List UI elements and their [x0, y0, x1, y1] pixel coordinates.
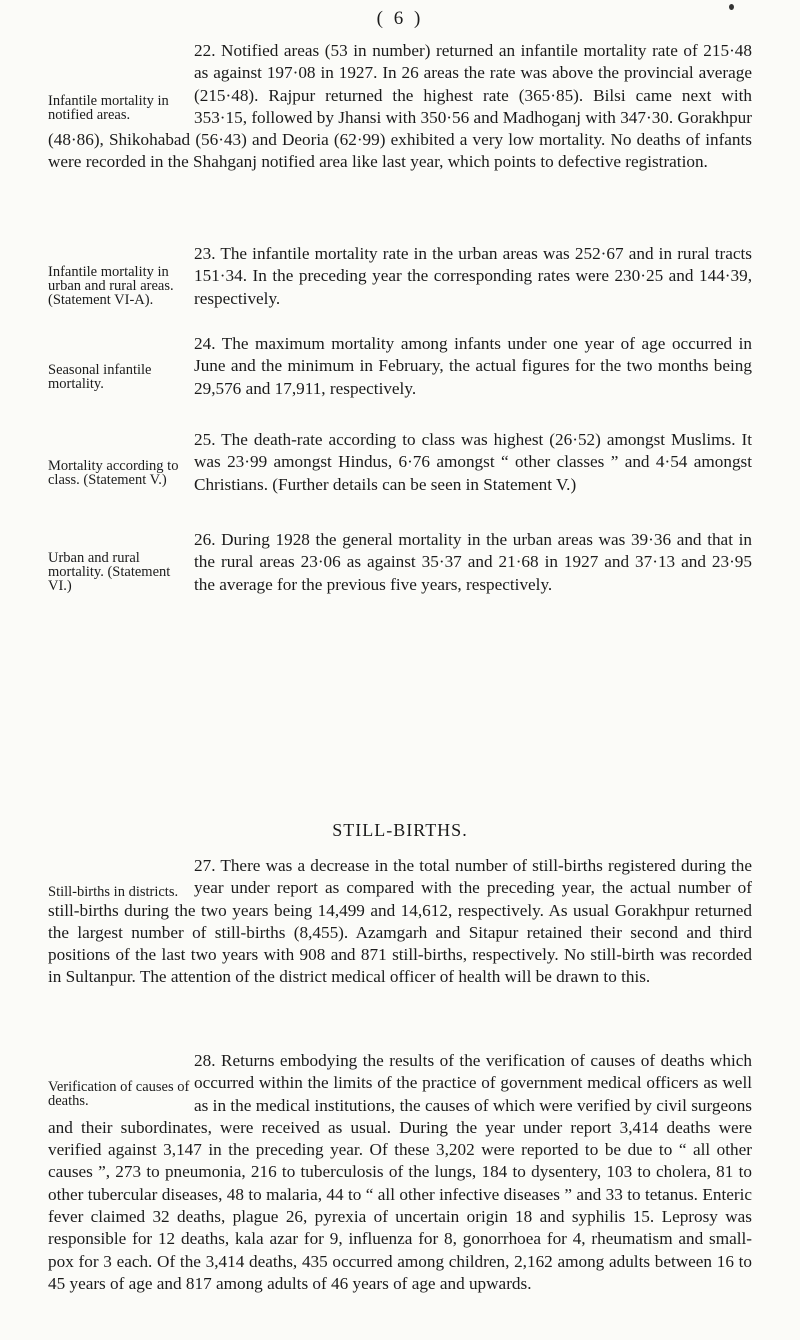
paragraph-26-text: 26. During 1928 the general mortality in the urban areas was 39·36 and that in the rural areas 23·06 as against 35·37 and 21·68 in 1927 and 37·13 and 23·95 the average for the previous five years, respectively.	[194, 530, 752, 594]
paragraph-28-text: 28. Returns embodying the results of the verification of causes of deaths which occurred within the limits of the practice of government medical officers as well as in the medical institutions, the causes of which were verified by civil surgeons and their subordinates, were received as usual. During the year under report 3,414 deaths were verified against 3,147 in the preceding year. Of these 3,202 were reported to be due to “ all other causes ”, 273 to pneumonia, 216 to tuberculosis of the lungs, 184 to dysentery, 103 to cholera, 81 to other tubercular diseases, 48 to malaria, 44 to “ all other infective diseases ” and 33 to tetanus. Enteric fever claimed 32 deaths, plague 26, pyrexia of uncertain origin 18 and syphilis 15. Leprosy was responsible for 12 deaths, kala azar for 9, influenza for 8, gonorrhoea for 4, rheumatism and small-pox for 3 each. Of the 3,414 deaths, 435 occurred among children, 2,162 among adults between 16 to 45 years of age and 817 among adults of 46 years of age and upwards.	[48, 1051, 752, 1293]
paragraph-25	[48, 429, 752, 496]
side-note-22: Infantile mortality in notified areas.	[48, 93, 169, 123]
paragraph-26	[48, 529, 752, 596]
side-note-25: Mortality according to class. (Statement V.)	[48, 458, 179, 488]
side-note-26: Urban and rural mortality. (Statement VI.)	[48, 550, 171, 594]
paragraph-24	[48, 333, 752, 400]
paragraph-27-text: 27. There was a decrease in the total number of still-births registered during the year under report as compared with the preceding year, the actual number of still-births during the two years being 14,499 and 14,612, respectively. As usual Gorakhpur returned the largest number of still-births (8,455). Azamgarh and Sitapur retained their second and third positions of the last two years with 908 and 871 still-births, respectively. No still-birth was recorded in Sultanpur. The attention of the district medical officer of health will be drawn to this.	[48, 856, 752, 987]
paragraph-27	[48, 855, 752, 989]
page-number: ( 6 )	[376, 8, 424, 29]
side-note-28: Verification of causes of deaths.	[48, 1079, 190, 1109]
paragraph-28	[48, 1050, 752, 1295]
paragraph-23-text: 23. The infantile mortality rate in the urban areas was 252·67 and in rural tracts 151·34. In the preceding year the corresponding rates were 230·25 and 144·39, respectively.	[194, 244, 752, 308]
side-note-27: Still-births in districts.	[48, 884, 179, 900]
paragraph-23	[48, 243, 752, 310]
section-heading: STILL-BIRTHS.	[332, 820, 468, 840]
side-note-23: Infantile mortality in urban and rural areas. (Statement VI-A).	[48, 264, 174, 308]
side-note-24: Seasonal infantile mortality.	[48, 362, 152, 392]
paragraph-22-text: 22. Notified areas (53 in number) returned an infantile mortality rate of 215·48 as against 197·08 in 1927. In 26 areas the rate was above the provincial average (215·48). Rajpur returned the highest rate (365·85). Bilsi came next with 353·15, followed by Jhansi with 350·56 and Madhoganj with 347·30. Gorakhpur (48·86), Shikohabad (56·43) and Deoria (62·99) exhibited a very low mortality. No deaths of infants were recorded in the Shahganj notified area like last year, which points to defective registration.	[48, 41, 752, 172]
paragraph-25-text: 25. The death-rate according to class was highest (26·52) amongst Muslims. It was 23·99 amongst Hindus, 6·76 amongst “ other classes ” and 4·54 amongst Christians. (Further details can be seen in Statement V.)	[194, 430, 752, 494]
paragraph-22	[48, 40, 752, 174]
paragraph-24-text: 24. The maximum mortality among infants under one year of age occurred in June and the minimum in February, the actual figures for the two months being 29,576 and 17,911, respectively.	[194, 334, 752, 398]
